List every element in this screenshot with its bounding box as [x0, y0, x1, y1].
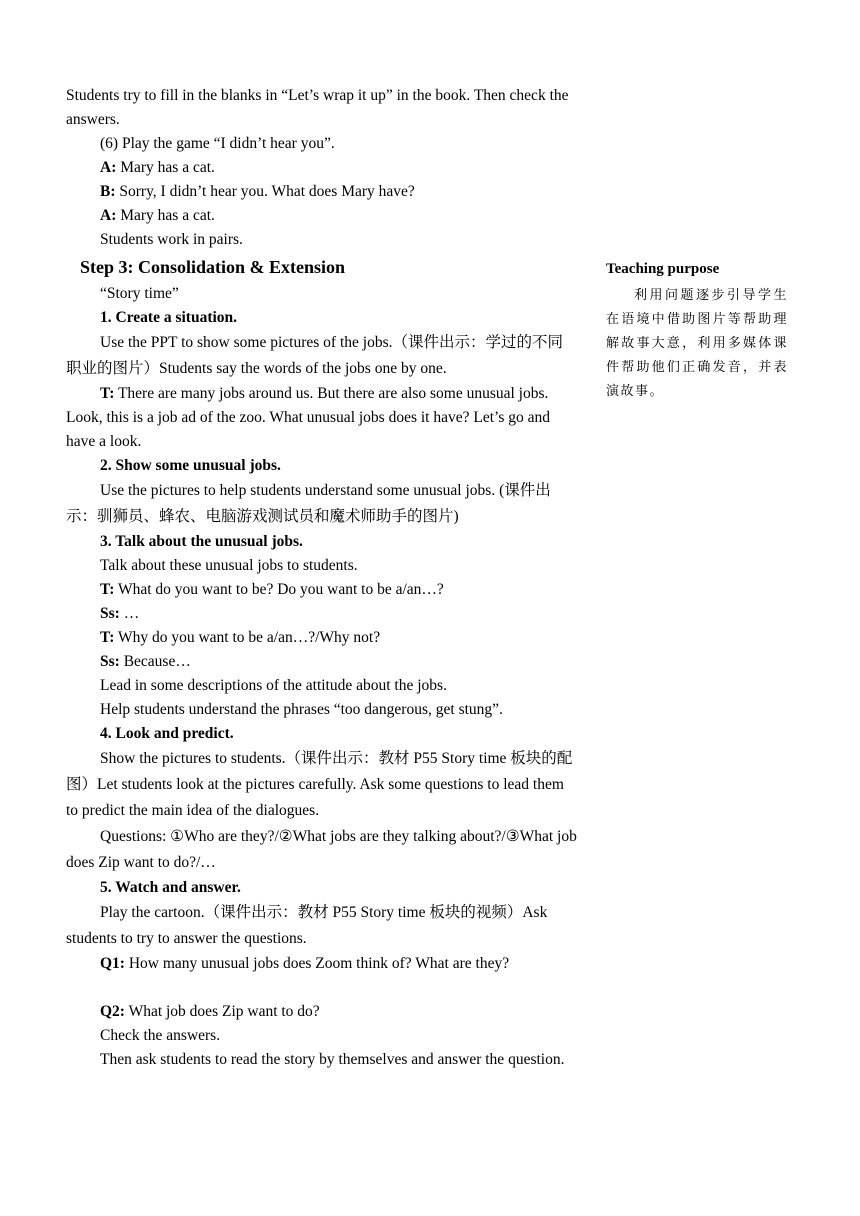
- dialogue-line: T: Why do you want to be a/an…?/Why not?: [100, 629, 381, 646]
- paragraph: (6) Play the game “I didn’t hear you”.: [100, 135, 335, 152]
- speaker: T:: [100, 629, 115, 646]
- teaching-purpose-sidebar: [606, 258, 788, 404]
- subheading: 3. Talk about the unusual jobs.: [100, 533, 303, 550]
- paragraph: Students work in pairs.: [100, 231, 243, 248]
- paragraph: Use the pictures to help students understand some unusual jobs. (课件出示：驯狮员、蜂农、电脑游戏测试员和魔术师助手的图片): [66, 482, 551, 525]
- lesson-plan-body: [66, 84, 578, 1072]
- question-label: Q1:: [100, 955, 125, 972]
- speaker: T:: [100, 385, 115, 402]
- paragraph: Show the pictures to students.（课件出示：教材 P55 Story time 板块的配图）Let students look at the pictures carefully. Ask some questions to lead them to predict the main idea of the dialogues.: [66, 750, 573, 819]
- dialogue-line: B: Sorry, I didn’t hear you. What does Mary have?: [100, 183, 415, 200]
- step-heading: Step 3: Consolidation & Extension: [80, 257, 346, 277]
- paragraph: Play the cartoon.（课件出示：教材 P55 Story time 板块的视频）Ask students to try to answer the questions.: [66, 904, 548, 947]
- dialogue-line: Ss: Because…: [100, 653, 191, 670]
- speaker: Ss:: [100, 653, 120, 670]
- speaker: A:: [100, 207, 117, 224]
- speaker: A:: [100, 159, 117, 176]
- paragraph: Check the answers.: [100, 1027, 221, 1044]
- speaker: Ss:: [100, 605, 120, 622]
- spacer: [66, 976, 578, 1000]
- subheading: 4. Look and predict.: [100, 725, 234, 742]
- dialogue-line: A: Mary has a cat.: [100, 159, 215, 176]
- subheading: 5. Watch and answer.: [100, 879, 241, 896]
- paragraph: Talk about these unusual jobs to students.: [100, 557, 358, 574]
- paragraph: Lead in some descriptions of the attitude about the jobs.: [100, 677, 447, 694]
- dialogue-line: T: There are many jobs around us. But there are also some unusual jobs. Look, this is a job ad of the zoo. What unusual jobs does it have? Let’s go and have a look.: [66, 385, 550, 450]
- paragraph: Use the PPT to show some pictures of the jobs.（课件出示：学过的不同职业的图片）Students say the words of the jobs one by one.: [66, 334, 563, 377]
- sidebar-title: Teaching purpose: [606, 261, 720, 277]
- question-label: Q2:: [100, 1003, 125, 1020]
- paragraph: Then ask students to read the story by themselves and answer the question.: [100, 1051, 565, 1068]
- subheading: 1. Create a situation.: [100, 309, 238, 326]
- speaker: T:: [100, 581, 115, 598]
- question: Q1: How many unusual jobs does Zoom think of? What are they?: [100, 955, 510, 972]
- question: Q2: What job does Zip want to do?: [100, 1003, 320, 1020]
- speaker: B:: [100, 183, 116, 200]
- section-label: “Story time”: [100, 285, 179, 302]
- dialogue-line: T: What do you want to be? Do you want to be a/an…?: [100, 581, 444, 598]
- paragraph: Questions: ①Who are they?/②What jobs are they talking about?/③What job does Zip want to do?/…: [66, 828, 577, 871]
- dialogue-line: A: Mary has a cat.: [100, 207, 215, 224]
- subheading: 2. Show some unusual jobs.: [100, 457, 281, 474]
- paragraph: Help students understand the phrases “too dangerous, get stung”.: [100, 701, 503, 718]
- paragraph: Students try to fill in the blanks in “Let’s wrap it up” in the book. Then check the answers.: [66, 87, 569, 128]
- dialogue-line: Ss: …: [100, 605, 140, 622]
- sidebar-text: 利用问题逐步引导学生在语境中借助图片等帮助理解故事大意，利用多媒体课件帮助他们正确发音，并表演故事。: [606, 288, 788, 399]
